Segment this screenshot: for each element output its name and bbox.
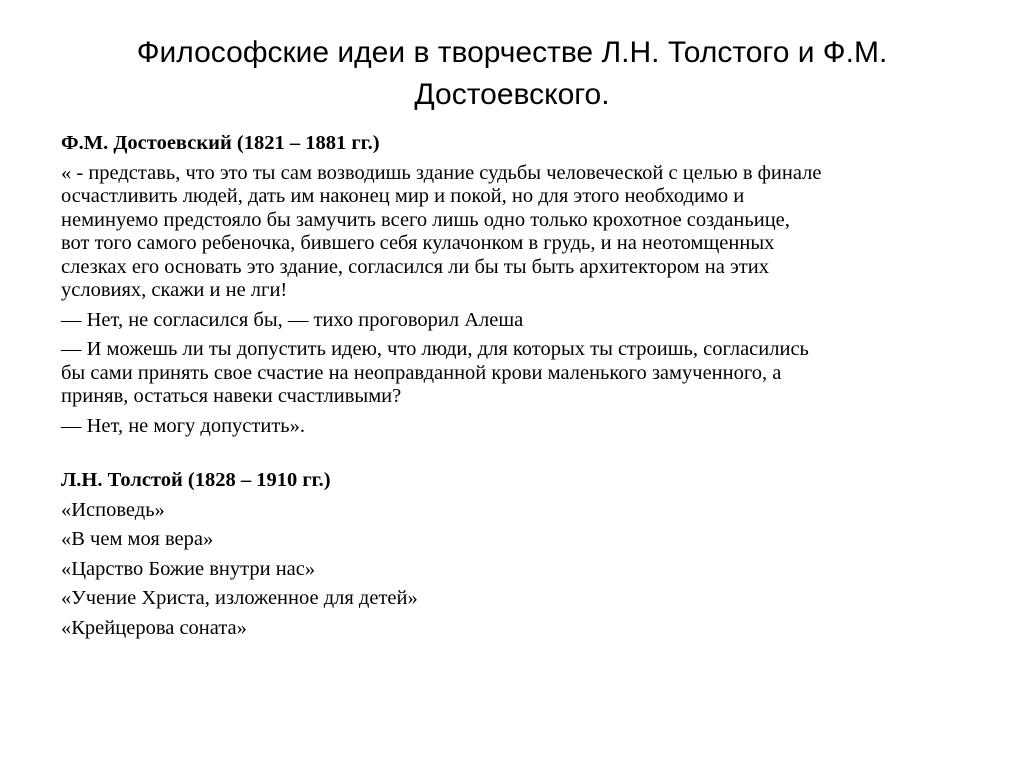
quote-line: « - представь, что это ты сам возводишь здание судьбы человеческой с целью в финале <box>61 161 822 184</box>
dostoevsky-heading: Ф.М. Достоевский (1821 – 1881 гг.) <box>61 132 380 154</box>
slide-body <box>61 132 971 646</box>
quote-line: слезках его основать это здание, согласился ли бы ты быть архитектором на этих <box>61 255 769 278</box>
question-line: — И можешь ли ты допустить идею, что люди, для которых ты строишь, согласились <box>61 338 809 360</box>
quote-line: осчастливить людей, дать им наконец мир и покой, но для этого необходимо и <box>61 185 745 207</box>
slide-title <box>60 32 964 116</box>
question-line: приняв, остаться навеки счастливыми? <box>61 385 402 407</box>
work-item-teaching-of-christ: «Учение Христа, изложенное для детей» <box>61 587 418 609</box>
dostoevsky-quote <box>61 162 971 303</box>
quote-line: вот того самого ребеночка, бившего себя кулачонком в грудь, и на неотомщенных <box>61 232 775 254</box>
tolstoy-heading: Л.Н. Толстой (1828 – 1910 гг.) <box>61 469 331 491</box>
ivan-question <box>61 338 971 409</box>
quote-line: неминуемо предстояло бы замучить всего лишь одно только крохотное созданьице, <box>61 208 790 231</box>
alesha-reply: — Нет, не согласился бы, — тихо проговорил Алеша <box>61 308 524 331</box>
work-item-confession: «Исповедь» <box>61 498 165 521</box>
work-item-my-faith: «В чем моя вера» <box>61 528 214 550</box>
work-item-kreutzer-sonata: «Крейцерова соната» <box>61 616 247 639</box>
final-reply: — Нет, не могу допустить». <box>61 414 306 437</box>
section-gap <box>61 444 971 469</box>
question-line: бы сами принять свое счастие на неоправданной крови маленького замученного, а <box>61 361 782 384</box>
quote-line: условиях, скажи и не лги! <box>61 279 288 301</box>
slide-title-line-1: Философские идеи в творчестве Л.Н. Толстого и Ф.М. <box>136 36 888 69</box>
work-item-kingdom-of-god: «Царство Божие внутри нас» <box>61 557 316 580</box>
slide-title-line-2: Достоевского. <box>414 78 610 111</box>
